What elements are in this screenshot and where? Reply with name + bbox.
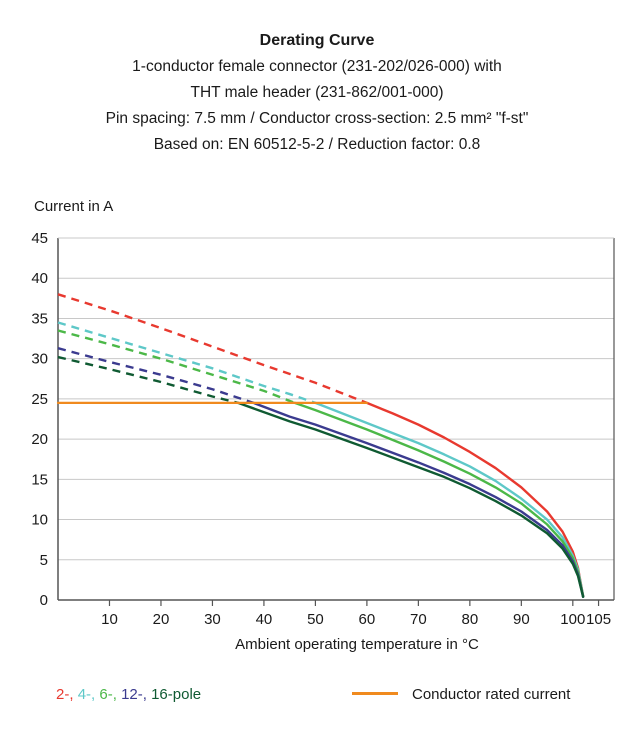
series-4-pole-solid [315,403,583,596]
x-tick-label: 80 [461,611,479,628]
legend-item-16-pole: 16-pole [151,686,202,703]
x-tick-label: 105 [586,611,612,628]
legend-rated-current [352,686,570,703]
series-6-pole-dashed [58,331,295,403]
legend-rated-label: Conductor rated current [412,686,571,703]
title-line-4: Pin spacing: 7.5 mm / Conductor cross-section: 2.5 mm² "f-st" [105,110,529,127]
series-16-pole-solid [238,403,583,597]
series-2-pole-solid [367,403,583,596]
x-tick-label: 60 [358,611,376,628]
legend-item-12-pole: 12-, [121,686,152,703]
title-line-3: THT male header (231-862/001-000) [190,84,444,101]
x-tick-label: 20 [152,611,170,628]
x-tick-label: 90 [512,611,530,628]
y-axis-label: Current in A [34,198,114,215]
legend-swatch-rated [352,692,398,695]
y-tick-label: 10 [31,511,48,529]
x-tick-label: 50 [307,611,324,628]
x-tick-label: 70 [410,611,427,628]
y-tick-label: 0 [39,592,48,609]
legend-item-2-pole: 2-, [56,686,78,703]
y-tick-label: 20 [31,431,48,449]
x-tick-label: 30 [204,611,221,628]
series-2-pole-dashed [58,294,367,403]
y-tick-label: 15 [31,471,48,489]
x-tick-label: 100 [560,611,586,628]
y-tick-label: 30 [31,350,48,368]
page-title: Derating Curve [259,32,375,49]
chart-legend [0,686,634,726]
title-line-5: Based on: EN 60512-5-2 / Reduction factor: 0.8 [153,136,481,153]
y-tick-label: 40 [31,270,48,288]
y-tick-label: 35 [31,310,48,328]
x-axis-label: Ambient operating temperature in °C [235,636,479,653]
legend-item-4-pole: 4-, [77,686,100,703]
y-tick-label: 25 [31,390,48,408]
x-tick-label: 10 [101,611,118,628]
x-tick-label: 40 [255,611,273,628]
y-tick-label: 5 [39,551,48,569]
title-line-2: 1-conductor female connector (231-202/026-000) with [132,58,502,75]
y-tick-label: 45 [31,230,48,247]
series-16-pole-dashed [58,357,238,403]
series-4-pole-dashed [58,322,315,402]
legend-poles [56,686,201,703]
legend-item-6-pole: 6-, [99,686,122,703]
